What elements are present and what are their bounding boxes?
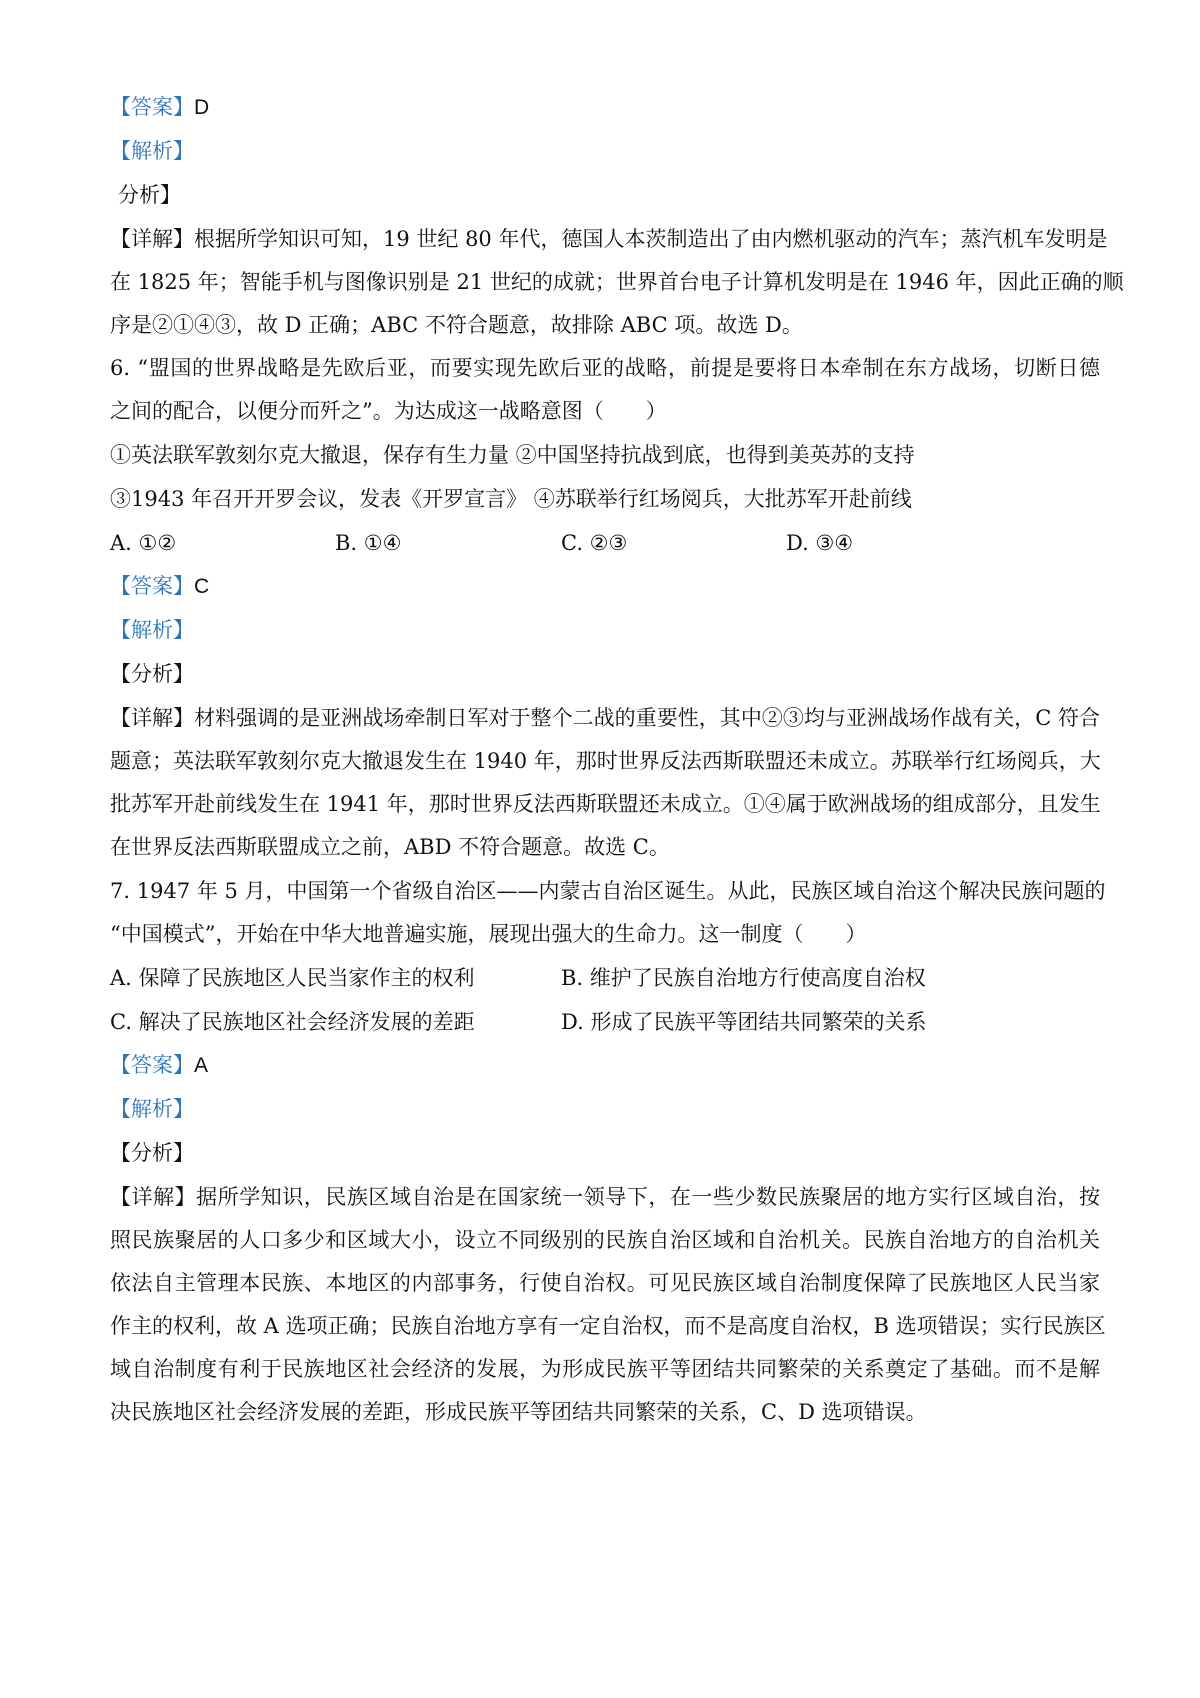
detail-text: 据所学知识，民族区域自治是在国家统一领导下，在一些少数民族聚居的地方实行区域自治，按 (196, 1185, 1101, 1209)
q6-detail-line-4: 在世界反法西斯联盟成立之前，ABD 不符合题意。故选 C。 (110, 835, 670, 859)
fenxi-tag: 【分析】 (110, 662, 194, 686)
q7-detail-line-1 (110, 1182, 1100, 1212)
q7-stem-line-1: 7. 1947 年 5 月，中国第一个省级自治区——内蒙古自治区诞生。从此，民族区域自治这个解决民族问题的 (110, 879, 1106, 903)
q5-detail-line-1 (110, 224, 1108, 254)
q7-detail-line-6: 决民族地区社会经济发展的差距，形成民族平等团结共同繁荣的关系，C、D 选项错误。 (110, 1400, 927, 1424)
q7-detail-line-5: 域自治制度有利于民族地区社会经济的发展，为形成民族平等团结共同繁荣的关系奠定了基础。而不是解 (110, 1357, 1100, 1381)
q5-answer-line (110, 92, 1100, 123)
q7-answer-line (110, 1050, 1100, 1081)
q6-answer-line (110, 571, 1100, 602)
option-d[interactable]: D. ③④ (786, 531, 854, 555)
option-b[interactable]: B. ①④ (335, 531, 402, 555)
q7-stem-line-2: “中国模式”，开始在中华大地普遍实施，展现出强大的生命力。这一制度（ ） (110, 922, 867, 946)
detail-tag: 【详解】 (110, 1185, 197, 1209)
q5-fenxi-line (118, 180, 1108, 210)
analysis-tag: 【解析】 (110, 1097, 194, 1121)
analysis-tag: 【解析】 (110, 139, 194, 163)
answer-tag: 【答案】 (110, 95, 194, 119)
detail-text: 材料强调的是亚洲战场牵制日军对于整个二战的重要性，其中②③均与亚洲战场作战有关，C 符合 (194, 706, 1100, 730)
q7-detail-line-4: 作主的权利，故 A 选项正确；民族自治地方享有一定自治权，而不是高度自治权，B 选项错误；实行民族区 (110, 1314, 1106, 1338)
fenxi-tag: 【分析】 (110, 1141, 194, 1165)
q7-detail-line-3: 依法自主管理本民族、本地区的内部事务，行使自治权。可见民族区域自治制度保障了民族地区人民当家 (110, 1271, 1100, 1295)
answer-value: D (194, 96, 210, 119)
answer-value: C (194, 575, 210, 598)
q6-item-line-1: ①英法联军敦刻尔克大撤退，保存有生力量 ②中国坚持抗战到底，也得到美英苏的支持 (110, 443, 915, 467)
answer-tag: 【答案】 (110, 1053, 194, 1077)
q7-detail-line-2: 照民族聚居的人口多少和区域大小，设立不同级别的民族自治区域和自治机关。民族自治地方的自治机关 (110, 1228, 1100, 1252)
option-b[interactable]: B. 维护了民族自治地方行使高度自治权 (561, 966, 926, 990)
option-c[interactable]: C. 解决了民族地区社会经济发展的差距 (110, 1010, 475, 1034)
q6-detail-line-3: 批苏军开赴前线发生在 1941 年，那时世界反法西斯联盟还未成立。①④属于欧洲战场的组成部分，且发生 (110, 792, 1101, 816)
detail-tag: 【详解】 (110, 706, 195, 730)
q6-analysis-line (110, 615, 1100, 645)
analysis-tag: 【解析】 (110, 618, 194, 642)
answer-tag: 【答案】 (110, 574, 194, 598)
option-c[interactable]: C. ②③ (561, 531, 628, 555)
option-a[interactable]: A. ①② (110, 531, 177, 555)
q6-stem-line-1: 6. “盟国的世界战略是先欧后亚，而要实现先欧后亚的战略，前提是要将日本牵制在东方战场，切断日德 (110, 356, 1100, 380)
q6-fenxi-line (110, 659, 1100, 689)
option-d[interactable]: D. 形成了民族平等团结共同繁荣的关系 (561, 1010, 927, 1034)
option-a[interactable]: A. 保障了民族地区人民当家作主的权利 (110, 966, 475, 990)
q6-stem-line-2: 之间的配合，以便分而歼之”。为达成这一战略意图（ ） (110, 399, 667, 423)
q6-detail-line-1 (110, 703, 1100, 733)
q7-fenxi-line (110, 1138, 1100, 1168)
q6-detail-line-2: 题意；英法联军敦刻尔克大撤退发生在 1940 年，那时世界反法西斯联盟还未成立。苏联举行红场阅兵，大 (110, 749, 1101, 773)
q5-detail-line-2: 在 1825 年；智能手机与图像识别是 21 世纪的成就；世界首台电子计算机发明是在 1946 年，因此正确的顺 (110, 270, 1124, 294)
q6-item-line-2: ③1943 年召开开罗会议，发表《开罗宣言》 ④苏联举行红场阅兵，大批苏军开赴前线 (110, 487, 912, 511)
q5-analysis-line (110, 136, 1100, 166)
detail-text: 根据所学知识可知，19 世纪 80 年代，德国人本茨制造出了由内燃机驱动的汽车；蒸汽机车发明是 (194, 227, 1108, 251)
q5-detail-line-3: 序是②①④③，故 D 正确；ABC 不符合题意，故排除 ABC 项。故选 D。 (110, 313, 803, 337)
fenxi-tag: 分析】 (118, 183, 181, 207)
answer-value: A (194, 1054, 209, 1077)
detail-tag: 【详解】 (110, 227, 194, 251)
q7-analysis-line (110, 1094, 1100, 1124)
